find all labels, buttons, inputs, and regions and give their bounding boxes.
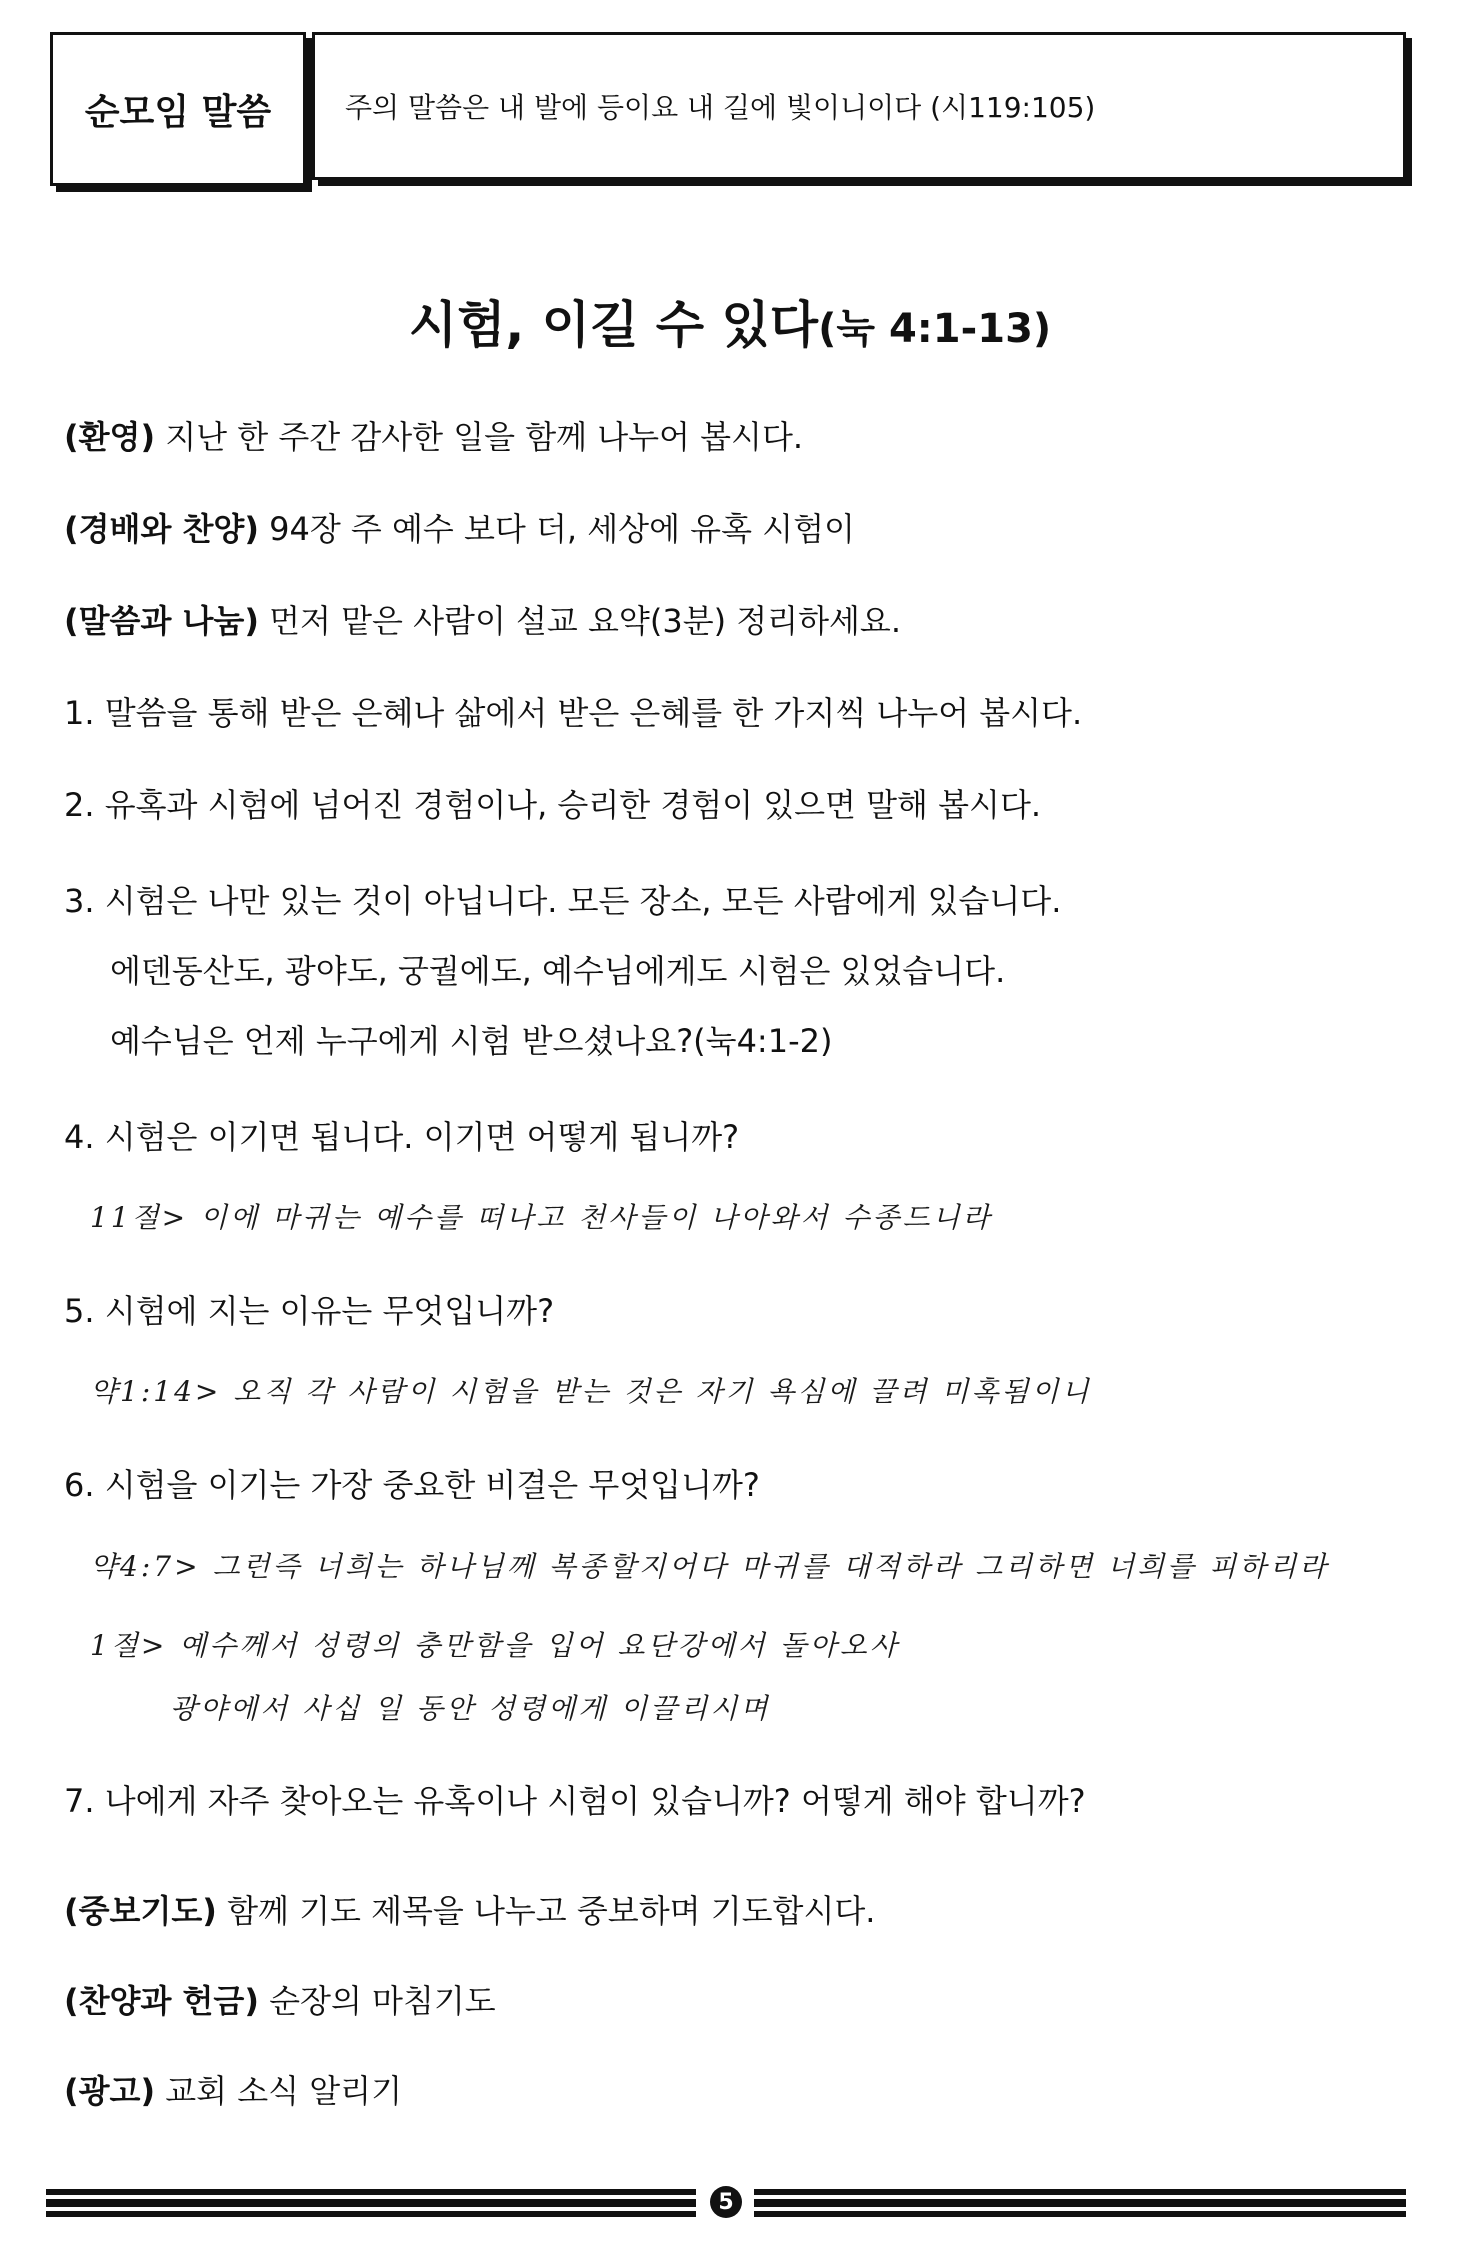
question-3: 3. 시험은 나만 있는 것이 아닙니다. 모든 장소, 모든 사람에게 있습니다. xyxy=(64,882,1062,920)
question-2: 2. 유혹과 시험에 넘어진 경험이나, 승리한 경험이 있으면 말해 봅시다. xyxy=(64,786,1042,824)
word-line xyxy=(64,596,901,642)
title-reference: (눅 4:1-13) xyxy=(818,306,1052,352)
question-3-line-2: 에덴동산도, 광야도, 궁궐에도, 예수님에게도 시험은 있었습니다. xyxy=(110,952,1006,990)
offering-label: (찬양과 헌금) xyxy=(64,1982,259,2020)
welcome-label: (환영) xyxy=(64,418,156,456)
page-title xyxy=(0,285,1460,357)
header-verse-box xyxy=(312,32,1406,180)
question-4-note: 11절> 이에 마귀는 예수를 떠나고 천사들이 나아와서 수종드니라 xyxy=(90,1201,993,1234)
offering-text: 순장의 마침기도 xyxy=(258,1982,496,2020)
welcome-text: 지난 한 주간 감사한 일을 함께 나누어 봅시다. xyxy=(155,418,804,456)
question-6-note-1: 약4:7> 그런즉 너희는 하나님께 복종할지어다 마귀를 대적하라 그리하면 너희를 피하리라 xyxy=(90,1550,1330,1583)
footer xyxy=(46,2186,1406,2220)
intercession-label: (중보기도) xyxy=(64,1892,217,1930)
question-7: 7. 나에게 자주 찾아오는 유혹이나 시험이 있습니까? 어떻게 해야 합니까? xyxy=(64,1782,1086,1820)
worship-label: (경배와 찬양) xyxy=(64,510,259,548)
word-text: 먼저 맡은 사람이 설교 요약(3분) 정리하세요. xyxy=(258,602,901,640)
question-3-line-3: 예수님은 언제 누구에게 시험 받으셨나요?(눅4:1-2) xyxy=(110,1022,833,1060)
worship-line xyxy=(64,504,855,550)
header-verse: 주의 말씀은 내 발에 등이요 내 길에 빛이니이다 (시119:105) xyxy=(345,91,1096,124)
question-6-note-2: 1절> 예수께서 성령의 충만함을 입어 요단강에서 돌아오사 xyxy=(90,1629,900,1662)
question-6: 6. 시험을 이기는 가장 중요한 비결은 무엇입니까? xyxy=(64,1466,760,1504)
intercession-text: 함께 기도 제목을 나누고 중보하며 기도합시다. xyxy=(216,1892,876,1930)
footer-rule-right xyxy=(754,2189,1406,2217)
notice-text: 교회 소식 알리기 xyxy=(155,2072,402,2110)
worship-text: 94장 주 예수 보다 더, 세상에 유혹 시험이 xyxy=(258,510,855,548)
header-label: 순모임 말씀 xyxy=(84,91,272,133)
question-6-note-3: 광야에서 사십 일 동안 성령에게 이끌리시며 xyxy=(170,1692,771,1725)
welcome-line xyxy=(64,412,803,458)
intercession-line xyxy=(64,1886,875,1932)
title-main: 시험, 이길 수 있다 xyxy=(408,296,819,354)
offering-line xyxy=(64,1976,496,2022)
question-5: 5. 시험에 지는 이유는 무엇입니까? xyxy=(64,1292,555,1330)
question-4: 4. 시험은 이기면 됩니다. 이기면 어떻게 됩니까? xyxy=(64,1118,740,1156)
notice-line xyxy=(64,2066,402,2112)
footer-rule-left xyxy=(46,2189,696,2217)
page-number: 5 xyxy=(710,2186,742,2218)
question-5-note: 약1:14> 오직 각 사람이 시험을 받는 것은 자기 욕심에 끌려 미혹됨이니 xyxy=(90,1375,1092,1408)
word-label: (말씀과 나눔) xyxy=(64,602,259,640)
question-1: 1. 말씀을 통해 받은 은혜나 삶에서 받은 은혜를 한 가지씩 나누어 봅시다. xyxy=(64,694,1083,732)
notice-label: (광고) xyxy=(64,2072,156,2110)
header-label-box xyxy=(50,32,306,186)
